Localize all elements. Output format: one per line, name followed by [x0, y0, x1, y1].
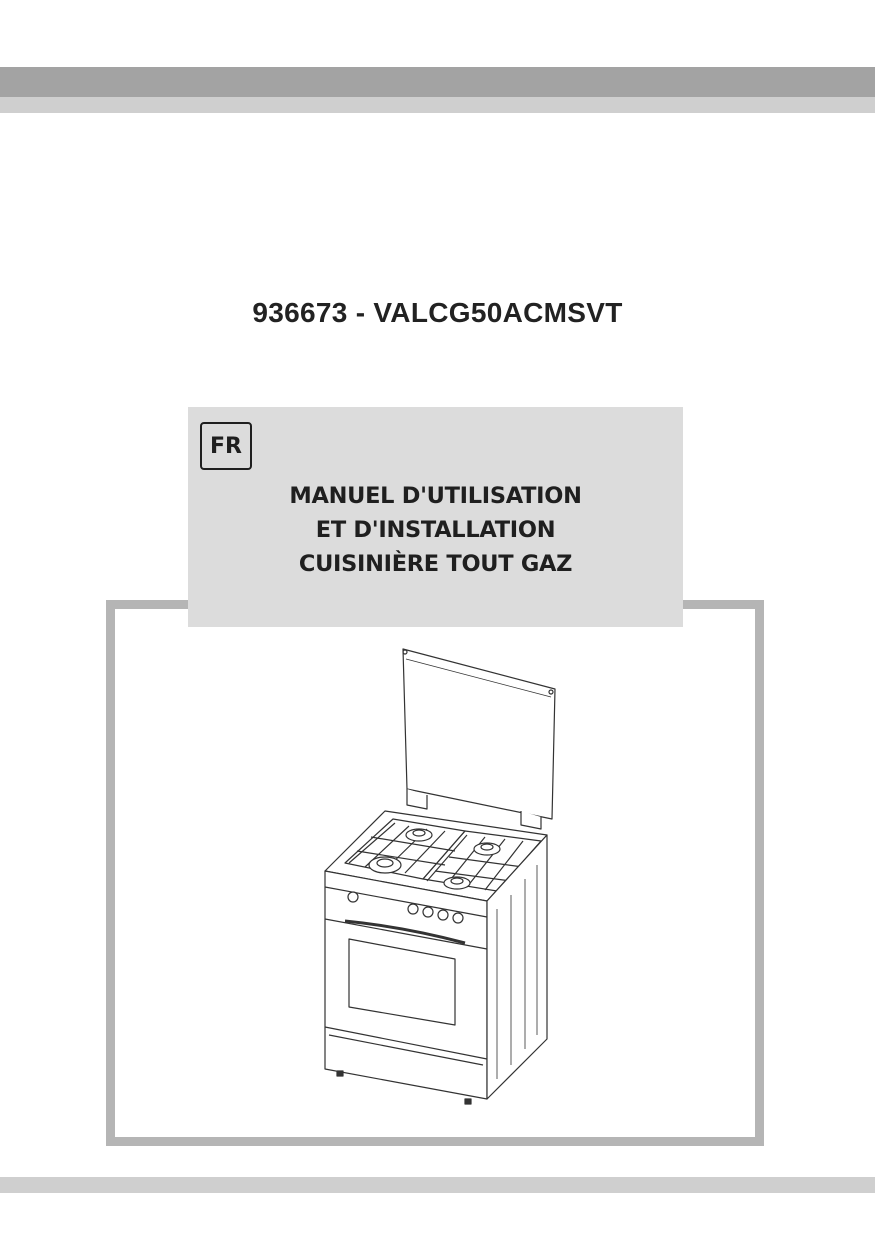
illustration-frame	[106, 600, 764, 1146]
title-line-3: CUISINIÈRE TOUT GAZ	[298, 551, 573, 577]
bottom-band	[0, 1177, 875, 1193]
top-band-dark	[0, 67, 875, 97]
title-line-2: ET D'INSTALLATION	[315, 517, 556, 543]
manual-title	[188, 479, 683, 581]
title-line-1: MANUEL D'UTILISATION	[289, 483, 582, 509]
model-number: 936673 - VALCG50ACMSVT	[252, 297, 623, 328]
gas-cooker-icon	[315, 639, 575, 1114]
top-band-light	[0, 97, 875, 113]
language-badge: FR	[200, 422, 252, 470]
title-block	[188, 407, 683, 627]
